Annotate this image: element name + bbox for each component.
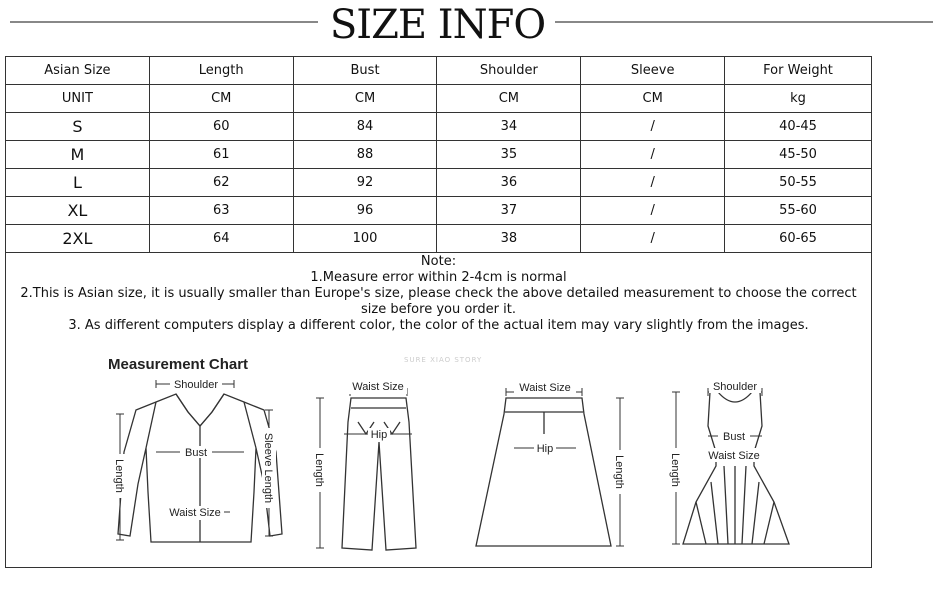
table-row bbox=[6, 141, 872, 169]
table-row bbox=[6, 169, 872, 197]
unit-cell: CM bbox=[293, 85, 437, 113]
unit-cell: kg bbox=[725, 85, 872, 113]
size-cell: XL bbox=[6, 197, 150, 225]
pants-length-label: Length bbox=[313, 453, 325, 487]
table-cell: 40-45 bbox=[725, 113, 872, 141]
table-cell: 60 bbox=[149, 113, 293, 141]
watermark: SURE XIAO STORY bbox=[404, 356, 483, 364]
table-cell: 37 bbox=[437, 197, 581, 225]
table-cell: 92 bbox=[293, 169, 437, 197]
dress-illustration bbox=[683, 392, 789, 544]
table-cell: 35 bbox=[437, 141, 581, 169]
shirt-sleeve-label: Sleeve Length bbox=[262, 432, 274, 504]
header-cell: Length bbox=[149, 57, 293, 85]
header-row bbox=[6, 57, 872, 85]
unit-cell: UNIT bbox=[6, 85, 150, 113]
table-cell: 38 bbox=[437, 225, 581, 253]
note-line-3: 3. As different computers display a different color, the color of the actual item may vary slightly from the images. bbox=[68, 318, 809, 333]
skirt-waist-label: Waist Size bbox=[519, 382, 571, 394]
notes-section bbox=[5, 252, 872, 568]
skirt-length-label: Length bbox=[613, 455, 625, 489]
table-cell: 96 bbox=[293, 197, 437, 225]
dress-bust-label: Bust bbox=[722, 431, 746, 443]
title-rule-right bbox=[555, 21, 933, 23]
table-cell: 62 bbox=[149, 169, 293, 197]
dress-waist-label: Waist Size bbox=[708, 450, 760, 462]
shirt-bust-label: Bust bbox=[184, 447, 208, 459]
pants-hip-label: Hip bbox=[370, 429, 388, 441]
size-cell: 2XL bbox=[6, 225, 150, 253]
table-cell: / bbox=[581, 169, 725, 197]
table-cell: 61 bbox=[149, 141, 293, 169]
table-row bbox=[6, 197, 872, 225]
unit-row bbox=[6, 85, 872, 113]
dress-shoulder-label: Shoulder bbox=[712, 381, 758, 393]
table-row bbox=[6, 113, 872, 141]
skirt-hip-label: Hip bbox=[536, 443, 554, 455]
table-cell: 100 bbox=[293, 225, 437, 253]
table-cell: 34 bbox=[437, 113, 581, 141]
measurement-chart-title: Measurement Chart bbox=[108, 356, 249, 373]
title-rule-left bbox=[10, 21, 318, 23]
table-cell: 36 bbox=[437, 169, 581, 197]
unit-cell: CM bbox=[581, 85, 725, 113]
notes-heading: Note: bbox=[420, 254, 457, 269]
table-cell: 84 bbox=[293, 113, 437, 141]
table-cell: 63 bbox=[149, 197, 293, 225]
skirt-illustration bbox=[476, 398, 611, 546]
title-bar bbox=[0, 0, 940, 52]
size-table bbox=[5, 56, 872, 253]
table-row bbox=[6, 225, 872, 253]
table-cell: 60-65 bbox=[725, 225, 872, 253]
table-cell: / bbox=[581, 197, 725, 225]
header-cell: Shoulder bbox=[437, 57, 581, 85]
header-cell: Asian Size bbox=[6, 57, 150, 85]
unit-cell: CM bbox=[149, 85, 293, 113]
shirt-waist-label: Waist Size bbox=[169, 507, 221, 519]
table-cell: 64 bbox=[149, 225, 293, 253]
note-line-2: 2.This is Asian size, it is usually smaller than Europe's size, please check the above detailed measurement to choose the correct size before you order it. bbox=[20, 286, 857, 317]
shirt-labels bbox=[113, 379, 274, 519]
unit-cell: CM bbox=[437, 85, 581, 113]
size-cell: M bbox=[6, 141, 150, 169]
dress-length-label: Length bbox=[669, 453, 681, 487]
pants-waist-label: Waist Size bbox=[352, 381, 404, 393]
shirt-length-label: Length bbox=[113, 459, 125, 493]
table-cell: 50-55 bbox=[725, 169, 872, 197]
measurement-figures bbox=[6, 252, 871, 568]
page-title: SIZE INFO bbox=[329, 2, 546, 48]
pants-illustration bbox=[342, 398, 416, 550]
table-cell: / bbox=[581, 225, 725, 253]
table-cell: 45-50 bbox=[725, 141, 872, 169]
table-cell: / bbox=[581, 113, 725, 141]
table-cell: / bbox=[581, 141, 725, 169]
shirt-shoulder-label: Shoulder bbox=[173, 379, 219, 391]
table-cell: 88 bbox=[293, 141, 437, 169]
header-cell: For Weight bbox=[725, 57, 872, 85]
note-line-1: 1.Measure error within 2-4cm is normal bbox=[310, 270, 567, 285]
size-cell: S bbox=[6, 113, 150, 141]
table-cell: 55-60 bbox=[725, 197, 872, 225]
header-cell: Bust bbox=[293, 57, 437, 85]
header-cell: Sleeve bbox=[581, 57, 725, 85]
size-cell: L bbox=[6, 169, 150, 197]
